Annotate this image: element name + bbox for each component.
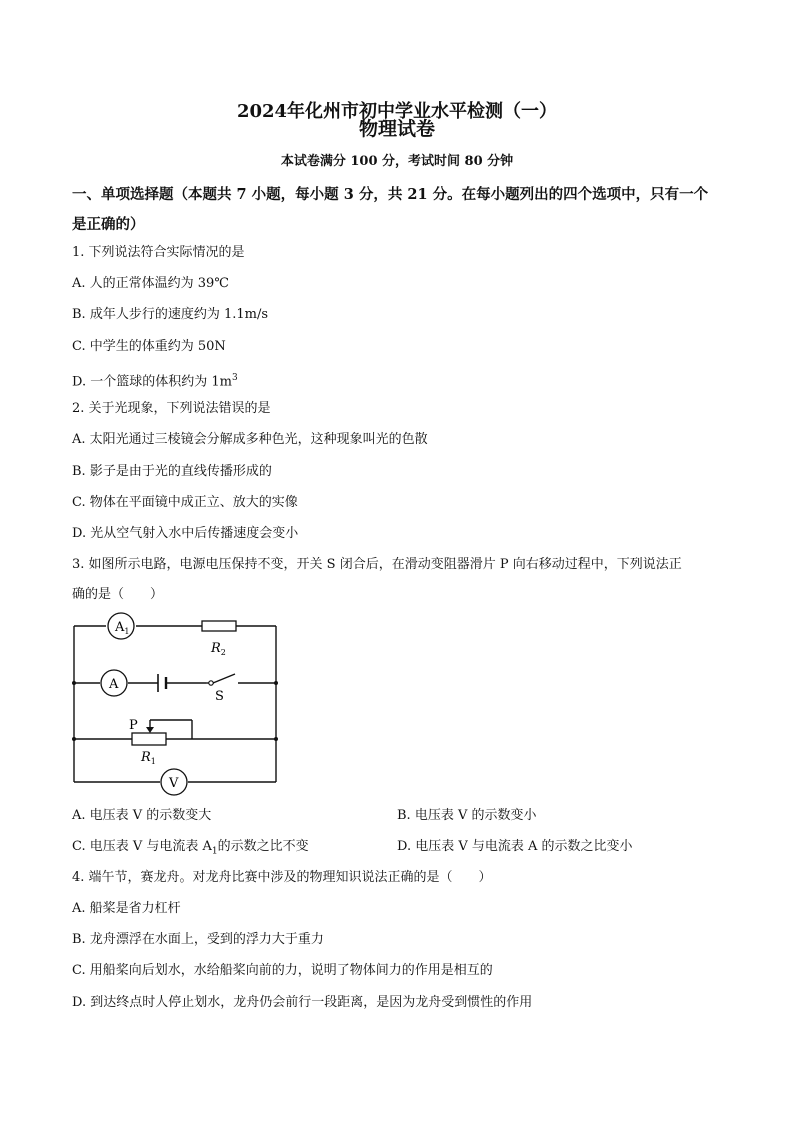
exam-title: 2024年化州市初中学业水平检测（一） <box>236 101 558 122</box>
question-2-option-b: B. 影子是由于光的直线传播形成的 <box>72 464 272 479</box>
question-2-option-d: D. 光从空气射入水中后传播速度会变小 <box>72 526 299 541</box>
rheostat-r1 <box>132 733 166 745</box>
label-r1: $R_1$ <box>141 750 156 766</box>
question-1-option-b: B. 成年人步行的速度约为 1.1m/s <box>72 307 269 322</box>
question-4-stem: 4. 端午节，赛龙舟。对龙舟比赛中涉及的物理知识说法正确的是（ ） <box>72 870 492 885</box>
question-3-stem-line-1: 3. 如图所示电路，电源电压保持不变，开关 S 闭合后，在滑动变阻器滑片 P 向右移动过程中，下列说法正 <box>72 557 682 572</box>
question-4-option-b: B. 龙舟漂浮在水面上，受到的浮力大于重力 <box>72 932 324 947</box>
resistor-r2 <box>202 621 236 631</box>
section-heading: 一、单项选择题（本题共 7 小题，每小题 3 分，共 21 分。在每小题列出的四个选项中，只有一个是正确的） <box>72 186 709 233</box>
question-2-stem: 2. 关于光现象，下列说法错误的是 <box>72 401 271 416</box>
label-s: S <box>215 689 224 704</box>
question-4-option-a: A. 船桨是省力杠杆 <box>72 901 181 916</box>
exam-note: 本试卷满分 100 分，考试时间 80 分钟 <box>280 154 514 169</box>
question-4-option-d: D. 到达终点时人停止划水，龙舟仍会前行一段距离，是因为龙舟受到惯性的作用 <box>72 995 533 1010</box>
slider-arrow <box>146 727 154 733</box>
question-3-option-c: C. 电压表 V 与电流表 $A_1$的示数之比不变 <box>72 839 309 857</box>
question-1-option-d: D. 一个篮球的体积约为 $1m^3$ <box>72 373 238 390</box>
question-3-option-a: A. 电压表 V 的示数变大 <box>72 808 212 823</box>
label-a1: $A_1$ <box>115 620 130 636</box>
question-3-stem-line-2: 确的是（ ） <box>72 587 164 602</box>
label-v: V <box>169 776 179 791</box>
switch-contact <box>209 681 213 685</box>
question-1-stem: 1. 下列说法符合实际情况的是 <box>72 245 245 260</box>
label-a: A <box>109 677 119 692</box>
question-4-option-c: C. 用船桨向后划水，水给船桨向前的力，说明了物体间力的作用是相互的 <box>72 963 493 978</box>
question-3-option-d: D. 电压表 V 与电流表 A 的示数之比变小 <box>397 839 633 854</box>
question-3-option-b: B. 电压表 V 的示数变小 <box>397 808 537 823</box>
exam-subject: 物理试卷 <box>358 118 435 140</box>
label-r2: $R_2$ <box>211 641 226 657</box>
question-2-option-a: A. 太阳光通过三棱镜会分解成多种色光，这种现象叫光的色散 <box>72 432 428 447</box>
question-2-option-c: C. 物体在平面镜中成正立、放大的实像 <box>72 495 298 510</box>
label-p: P <box>129 718 138 733</box>
question-1-option-a: A. 人的正常体温约为 39℃ <box>72 276 229 291</box>
question-1-option-c: C. 中学生的体重约为 50N <box>72 339 226 354</box>
circuit-diagram <box>66 610 286 800</box>
